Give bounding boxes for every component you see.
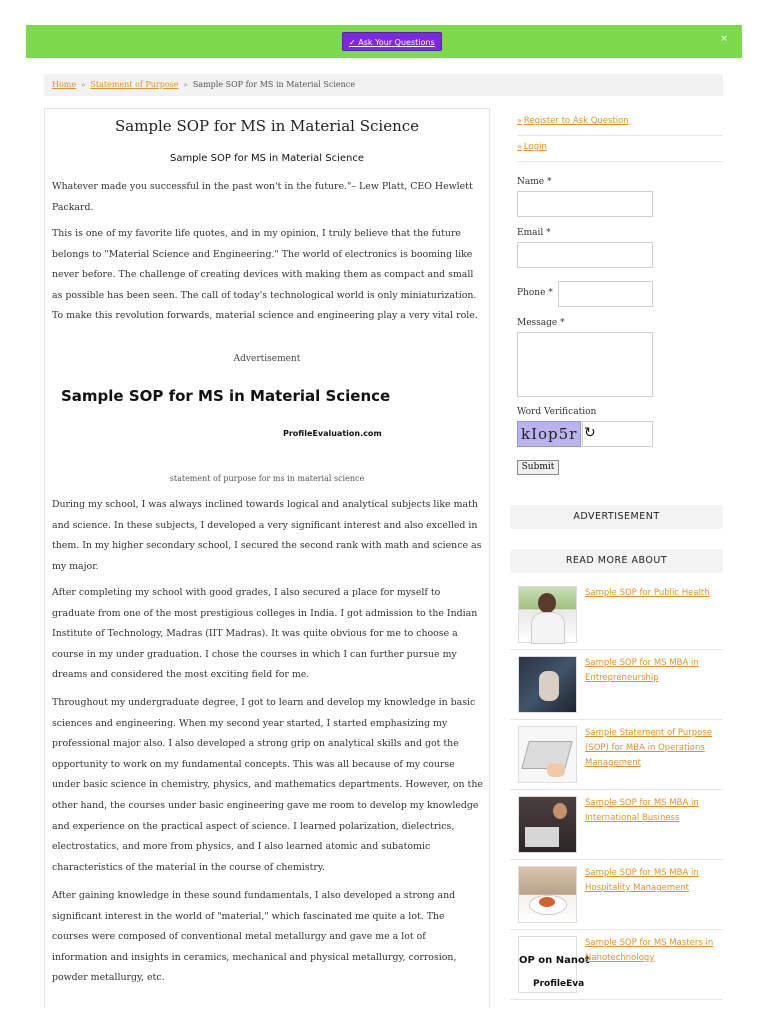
banner-brand: ProfileEvaluation.com — [283, 429, 382, 438]
article-paragraph: During my school, I was always inclined towards logical and analytical subjects like math and science. In these subjects, I developed a very significant interest and also excelled in them. In my higher secondary school, I secured the second rank with math and science as my major. — [52, 499, 482, 572]
chevron-right-icon: » — [517, 142, 522, 151]
related-thumbnail[interactable] — [518, 656, 577, 713]
article-paragraph: Throughout my undergraduate degree, I got to learn and develop my knowledge in basic sciences and engineering. When my second year started, I started emphasizing my professional major also. I also developed a strong grip on analytical skills and got the opportunity to work on my fundamental concepts. This was all because of my course under basic science in chemistry, physics, and mathematics departments. However, on the other hand, the courses under basic engineering gave me room to develop my knowledge and experience on the practical aspect of science. I learned polarization, dielectrics, electrostatics, and more from physics, and I also learned atomic and subatomic characteristics of the material in the course of chemistry. — [52, 697, 483, 873]
ask-questions-button[interactable]: ✓ Ask Your Questions — [342, 32, 442, 51]
related-post-link[interactable]: Sample Statement of Purpose (SOP) for MBA in Operations Management — [585, 728, 713, 768]
thumbnail-text: OP on Nanot — [519, 955, 590, 966]
list-item — [510, 720, 723, 790]
email-input[interactable] — [517, 242, 653, 268]
related-posts-list — [510, 580, 723, 1000]
image-caption: statement of purpose for ms in material science — [169, 474, 365, 483]
submit-button[interactable]: Submit — [517, 460, 559, 475]
captcha-image: kIop5r — [517, 421, 581, 447]
email-label: Email * — [517, 228, 551, 238]
list-item — [510, 650, 723, 720]
list-item — [510, 790, 723, 860]
list-item — [510, 580, 723, 650]
related-thumbnail[interactable] — [518, 796, 577, 853]
advertisement-heading: ADVERTISEMENT — [510, 505, 723, 529]
verification-label: Word Verification — [517, 407, 597, 417]
article-banner-image — [53, 377, 481, 469]
name-label: Name * — [517, 177, 552, 187]
breadcrumb — [44, 74, 723, 96]
list-item — [510, 930, 723, 1000]
read-more-heading: READ MORE ABOUT — [510, 549, 723, 573]
banner-title: Sample SOP for MS in Material Science — [61, 387, 391, 405]
breadcrumb-category-link[interactable]: Statement of Purpose — [90, 80, 179, 89]
breadcrumb-current: Sample SOP for MS in Material Science — [192, 80, 355, 89]
phone-input[interactable] — [558, 281, 653, 307]
register-link[interactable]: » Register to Ask Question — [517, 110, 723, 136]
name-input[interactable] — [517, 191, 653, 217]
sidebar-auth-links — [517, 110, 723, 162]
chevron-right-icon: » — [517, 116, 522, 125]
top-notification-bar — [26, 25, 742, 58]
breadcrumb-home-link[interactable]: Home — [52, 80, 77, 89]
list-item — [510, 860, 723, 930]
related-post-link[interactable]: Sample SOP for MS MBA in Hospitality Management — [585, 868, 699, 893]
message-label: Message * — [517, 318, 565, 328]
login-link[interactable]: » Login — [517, 136, 723, 162]
thumbnail-brand: ProfileEva — [533, 979, 585, 989]
related-thumbnail[interactable] — [518, 726, 577, 783]
advertisement-label: Advertisement — [233, 354, 301, 364]
message-textarea[interactable] — [517, 332, 653, 397]
related-post-link[interactable]: Sample SOP for Public Health — [585, 588, 710, 598]
related-post-link[interactable]: Sample SOP for MS MBA in Entrepreneurship — [585, 658, 699, 683]
article-subheading: Sample SOP for MS in Material Science — [169, 153, 365, 164]
related-thumbnail[interactable] — [518, 586, 577, 643]
related-post-link[interactable]: Sample SOP for MS Masters in Nanotechnology — [585, 938, 714, 963]
article-paragraph: Whatever made you successful in the past won't in the future."– Lew Platt, CEO Hewlett Packard. — [52, 181, 473, 213]
page-title: Sample SOP for MS in Material Science — [114, 117, 420, 135]
article-content — [44, 108, 490, 1008]
breadcrumb-separator-icon: » — [81, 81, 86, 89]
related-post-link[interactable]: Sample SOP for MS MBA in International Business — [585, 798, 699, 823]
article-paragraph: After completing my school with good grades, I also secured a place for myself to graduate from one of the most prestigious colleges in India. I got admission to the Indian Institute of Technology, Madras (IIT Madras). It was quite obvious for me to choose a course in my under graduation. I chose the courses in which I can further pursue my dreams and considered the most exciting field for me. — [52, 587, 478, 681]
phone-label: Phone * — [517, 288, 553, 298]
refresh-icon[interactable]: ↻ — [584, 425, 596, 441]
breadcrumb-separator-icon: » — [183, 81, 188, 89]
close-icon[interactable]: × — [720, 34, 728, 44]
related-thumbnail[interactable] — [518, 866, 577, 923]
article-paragraph: This is one of my favorite life quotes, and in my opinion, I truly believe that the future belongs to "Material Science and Engineering." The world of electronics is booming like never before. The challenge of creating devices with making them as compact and small as possible has been seen. The call of today's technological world is only miniaturization. To make this revolution forwards, material science and engineering play a very vital role. — [52, 228, 478, 322]
article-paragraph: After gaining knowledge in these sound fundamentals, I also developed a strong and significant interest in the world of "material," which fascinated me quite a lot. The courses were composed of conventional metal metallurgy and gave me a lot of information and insights in ceramics, mechanical and physical metallurgy, corrosion, powder metallurgy, etc. — [52, 890, 457, 984]
related-thumbnail[interactable] — [518, 936, 590, 993]
